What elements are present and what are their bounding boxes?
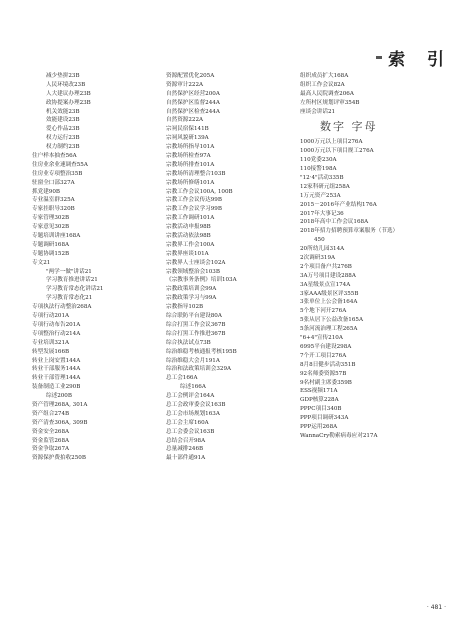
- index-column-2: [166, 72, 290, 463]
- index-entry: 爱心作品23B: [46, 126, 80, 133]
- index-entry: 2个项目备户共276B: [300, 263, 352, 270]
- index-entry: 宗教工作会议100A, 100B: [166, 188, 233, 195]
- index-column-3-top: [300, 72, 428, 116]
- index-entry: 住房业专项整治35B: [32, 170, 83, 177]
- index-entry: 装备制造工业290B: [32, 384, 81, 391]
- index-entry: 资产组合274B: [32, 410, 70, 417]
- index-columns: [32, 72, 428, 463]
- index-entry: 宗教活动申报98B: [166, 224, 211, 231]
- index-column-3: [300, 72, 428, 463]
- index-entry: 2次调研319A: [300, 255, 336, 262]
- index-entry: 宗教工作会议学习99B: [166, 206, 222, 213]
- index-entry: "两学一做"讲话21: [46, 268, 92, 275]
- index-entry: 综合联防平台建设80A: [166, 313, 222, 320]
- index-entry: 宗教场所修缮101A: [166, 179, 215, 186]
- index-entry: 宗教政策培训会99A: [166, 286, 217, 293]
- index-entry: 110党委230A: [300, 157, 337, 164]
- index-entry: 住户样本抽查56A: [32, 153, 77, 160]
- index-entry: 宗教领域整治会103B: [166, 268, 220, 275]
- index-entry: 1000万元以上项目276A: [300, 139, 363, 146]
- index-entry: 自然保护区监督244A: [166, 99, 220, 106]
- index-entry: 专业温室群325A: [32, 197, 75, 204]
- index-entry: 宗祠风貌研139A: [166, 135, 209, 142]
- index-entry: PPPC项目340B: [300, 406, 342, 413]
- index-entry: 3A万号项目建设288A: [300, 272, 356, 279]
- index-entry: 总工会委会议163B: [166, 428, 215, 435]
- index-entry: 最高人民院调查206A: [300, 90, 354, 97]
- index-entry: 专项执法行动整治268A: [32, 304, 92, 311]
- index-entry: 专家意见302B: [32, 224, 70, 231]
- index-entry: 9名村副主席委359B: [300, 379, 352, 386]
- index-column-3-bottom: [300, 138, 428, 440]
- index-entry: 专文21: [32, 259, 51, 266]
- index-entry: 总工会政审委会议163B: [166, 401, 226, 408]
- index-entry: 总工会主席160A: [166, 419, 209, 426]
- index-entry: PPP项目调研343A: [300, 415, 349, 422]
- index-entry: 宗教指导102B: [166, 304, 204, 311]
- index-entry: 左所村区规划评审354B: [300, 99, 360, 106]
- index-entry: 20所幼儿园314A: [300, 246, 345, 253]
- index-entry: 自然保护区经营200A: [166, 90, 220, 97]
- page-title: 索 引: [388, 50, 452, 70]
- index-entry: 2017年大事记36: [300, 210, 344, 217]
- index-entry: 5条河流治理工程265A: [300, 326, 358, 333]
- index-entry: 总结会召开98A: [166, 437, 206, 444]
- index-entry: 专题协调152B: [32, 250, 70, 257]
- index-entry: 资金安全268A: [32, 428, 70, 435]
- index-entry: 宗教工作会议传达99B: [166, 197, 222, 204]
- index-entry: 110接警198A: [300, 166, 337, 173]
- index-entry: 宗教政策学习与99A: [166, 295, 217, 302]
- index-entry: 总工会市场规划163A: [166, 410, 220, 417]
- index-entry: 减少垫拼23B: [46, 73, 80, 79]
- index-entry: 综治维稳大会月191A: [166, 357, 220, 364]
- index-entry: ESS视频171A: [300, 388, 338, 395]
- index-entry: 3家AAA级景区评355B: [300, 290, 359, 297]
- index-entry: PPP运用268A: [300, 423, 338, 430]
- index-entry: 组织工作会议82A: [300, 81, 345, 88]
- index-entry: 1万元资产253A: [300, 192, 341, 199]
- index-entry: 综治维稳考核通报考核195B: [166, 348, 237, 355]
- index-entry: 资金争取267A: [32, 446, 70, 453]
- index-entry: 综合执法试点73B: [166, 339, 211, 346]
- index-entry: 驻窗全口部327A: [32, 179, 75, 186]
- index-entry: 综治和法政策培训会329A: [166, 366, 232, 373]
- index-entry: 转业上岗安置144A: [32, 357, 81, 364]
- index-entry: 专家管理302B: [32, 215, 70, 222]
- index-entry: 转业干部管理144A: [32, 375, 81, 382]
- index-entry: 专题培训讲座168A: [32, 233, 81, 240]
- index-entry: 资金监管268A: [32, 437, 70, 444]
- index-entry: 资产管理268A, 301A: [32, 401, 88, 408]
- index-entry: 宗教工作调研101A: [166, 215, 215, 222]
- index-entry: 宗祠民宿保141B: [166, 126, 209, 133]
- index-entry: 宗教场所指导101A: [166, 144, 215, 151]
- index-entry: 5个地下河开276A: [300, 308, 347, 315]
- index-entry: 450: [314, 237, 325, 244]
- index-entry: 总工会166A: [166, 375, 198, 382]
- index-entry: 8月8日健步活动351B: [300, 361, 356, 368]
- index-entry: 专项行动布告201A: [32, 321, 81, 328]
- index-entry: 综合打黑工作推进367B: [166, 330, 226, 337]
- index-entry: WannaCry勒索病毒应对217A: [300, 432, 378, 439]
- index-entry: GDP核算228A: [300, 397, 339, 404]
- index-entry: 总工会例评会164A: [166, 393, 215, 400]
- index-entry: 综述166A: [180, 384, 206, 391]
- index-entry: 转型发展166B: [32, 348, 70, 355]
- index-entry: 宗教场所排查101A: [166, 161, 215, 168]
- index-entry: 抓党建90B: [32, 188, 61, 195]
- index-entry: 权力运行23B: [46, 135, 80, 142]
- index-entry: 总量减排246B: [166, 446, 204, 453]
- index-entry: 1000万元以下项目规工276A: [300, 148, 374, 155]
- index-entry: 资产清查306A, 309B: [32, 419, 88, 426]
- index-entry: 组织成员扩大168A: [300, 73, 349, 79]
- index-entry: 专项行动201A: [32, 313, 70, 320]
- index-entry: 宗教界座谈101A: [166, 250, 209, 257]
- index-entry: 座谈会讲话21: [300, 108, 336, 115]
- index-entry: 专家挂职导320B: [32, 206, 75, 213]
- index-entry: 2018年招力招聘预算章案服务（节选）: [300, 228, 399, 235]
- index-entry: "12·4"活动335B: [300, 175, 344, 182]
- index-entry: 5张从居下公益改备165A: [300, 317, 364, 324]
- index-entry: 转业干部服务144A: [32, 366, 81, 373]
- header-rule: [376, 56, 382, 59]
- index-entry: 政协提案办理23B: [46, 99, 91, 106]
- index-entry: 12家科研元组258A: [300, 183, 350, 190]
- index-entry: 权力制约23B: [46, 144, 80, 151]
- page-number: · 481 ·: [426, 604, 446, 611]
- index-entry: 资源配置优化205A: [166, 73, 215, 79]
- index-entry: 人大建议办理23B: [46, 90, 91, 97]
- index-entry: 6995平台建设298A: [300, 343, 352, 350]
- index-entry: 学习教育常态化21: [46, 295, 93, 302]
- index-entry: 7个开工项目276A: [300, 352, 347, 359]
- index-entry: 住房业余业速调查55A: [32, 161, 88, 168]
- index-entry: 2018年高中工作会议168A: [300, 219, 369, 226]
- index-entry: 学习教育常态化讲话21: [46, 286, 104, 293]
- index-entry: 92名师委资源57B: [300, 370, 347, 377]
- index-entry: 宗教场所清理整合103B: [166, 170, 226, 177]
- index-entry: 人民环境改23B: [46, 81, 86, 88]
- index-entry: 2015－2016年产业结构176A: [300, 201, 377, 208]
- index-entry: 3A星级景点宣174A: [300, 281, 351, 288]
- index-entry: 专题调研168A: [32, 241, 70, 248]
- index-column-1: [32, 72, 156, 463]
- index-entry: 学习教育推进讲话21: [46, 277, 98, 284]
- index-entry: 宗教活动依法98B: [166, 233, 211, 240]
- index-entry: 机关效能23B: [46, 108, 80, 115]
- index-entry: 宗教界人士座谈会102A: [166, 259, 226, 266]
- index-entry: 自然资源222A: [166, 117, 204, 124]
- index-entry: 效能建设23B: [46, 117, 80, 124]
- index-entry: 资源审计222A: [166, 81, 204, 88]
- index-entry: 最十部件通91A: [166, 455, 206, 462]
- index-entry: 宗教场所检查97A: [166, 153, 211, 160]
- index-entry: 《宗教事务条例》培训103A: [166, 277, 237, 284]
- index-entry: 专项整治行动214A: [32, 330, 81, 337]
- index-entry: 3张单位上公会备164A: [300, 299, 358, 306]
- index-entry: 综述200B: [46, 393, 72, 400]
- index-entry: 资源保护费拍收250B: [32, 455, 86, 462]
- index-entry: 专业培训321A: [32, 339, 70, 346]
- index-header: [376, 45, 452, 70]
- index-entry: 综合打黑工作会议367B: [166, 321, 226, 328]
- index-entry: "6+4"宣传210A: [300, 335, 343, 342]
- index-entry: 自然保护区检查244A: [166, 108, 220, 115]
- section-heading-numbers-letters: 数字 字母: [320, 120, 378, 134]
- index-entry: 宗教界工作会100A: [166, 241, 215, 248]
